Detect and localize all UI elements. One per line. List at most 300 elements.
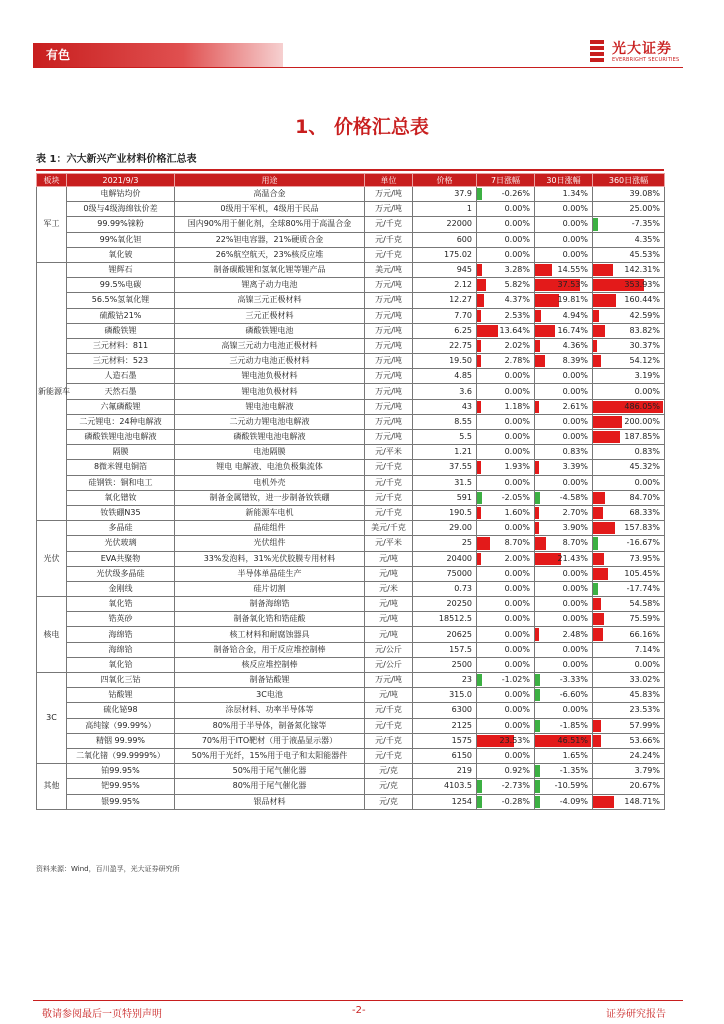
change-value: 0.00% xyxy=(562,599,588,609)
change-value: 0.00% xyxy=(504,614,530,624)
negative-bar xyxy=(535,689,540,701)
negative-bar xyxy=(477,674,482,686)
change-bar xyxy=(593,796,614,808)
table-row xyxy=(37,718,665,733)
change-cell xyxy=(535,369,593,384)
use-cell: 电池隔膜 xyxy=(175,445,365,460)
unit-cell: 元/克 xyxy=(365,779,413,794)
change-cell xyxy=(535,551,593,566)
change-value: 148.71% xyxy=(624,796,660,806)
change-cell xyxy=(593,642,665,657)
change-value: 0.00% xyxy=(562,234,588,244)
change-bar xyxy=(593,598,601,610)
change-cell xyxy=(593,566,665,581)
change-cell xyxy=(593,247,665,262)
change-value: 2.00% xyxy=(504,553,530,563)
unit-cell: 元/吨 xyxy=(365,612,413,627)
table-row xyxy=(37,323,665,338)
use-cell: 国内90%用于催化剂，全球80%用于高温合金 xyxy=(175,217,365,232)
unit-cell: 元/千克 xyxy=(365,232,413,247)
change-cell xyxy=(593,733,665,748)
page-number: -2- xyxy=(352,1005,366,1016)
item-cell: 隔膜 xyxy=(67,445,175,460)
item-cell: 二元锂电：24种电解液 xyxy=(67,414,175,429)
change-cell xyxy=(535,779,593,794)
change-value: 53.66% xyxy=(629,735,660,745)
change-value: 0.00% xyxy=(562,614,588,624)
item-cell: 银99.95% xyxy=(67,794,175,809)
item-cell: 电解钴均价 xyxy=(67,187,175,202)
change-bar xyxy=(535,310,541,322)
change-cell xyxy=(593,688,665,703)
price-cell: 5.5 xyxy=(413,430,477,445)
price-cell: 175.02 xyxy=(413,247,477,262)
change-cell xyxy=(593,399,665,414)
unit-cell: 元/公斤 xyxy=(365,657,413,672)
change-bar xyxy=(535,401,539,413)
change-value: 0.00% xyxy=(504,204,530,214)
brand-name-en: EVERBRIGHT SECURITIES xyxy=(612,57,680,63)
col-header: 7日涨幅 xyxy=(477,174,535,187)
table-row xyxy=(37,445,665,460)
change-bar xyxy=(535,461,539,473)
table-row xyxy=(37,521,665,536)
change-cell xyxy=(593,278,665,293)
price-cell: 4103.5 xyxy=(413,779,477,794)
change-cell xyxy=(477,657,535,672)
change-bar xyxy=(477,264,482,276)
change-cell xyxy=(535,657,593,672)
change-value: 14.55% xyxy=(557,265,588,275)
brand-name: 光大证券 xyxy=(612,41,672,57)
item-cell: 金刚线 xyxy=(67,581,175,596)
change-cell xyxy=(535,612,593,627)
item-cell: 人造石墨 xyxy=(67,369,175,384)
price-cell: 29.00 xyxy=(413,521,477,536)
unit-cell: 万元/吨 xyxy=(365,673,413,688)
change-value: -6.60% xyxy=(559,690,588,700)
unit-cell: 万元/吨 xyxy=(365,414,413,429)
change-value: 1.18% xyxy=(504,401,530,411)
use-cell: 核反应堆控制棒 xyxy=(175,657,365,672)
price-cell: 19.50 xyxy=(413,354,477,369)
table-row xyxy=(37,278,665,293)
item-cell: 精铟 99.99% xyxy=(67,733,175,748)
change-value: 0.00% xyxy=(504,568,530,578)
change-bar xyxy=(477,461,481,473)
change-value: 187.85% xyxy=(624,432,660,442)
use-cell: 涂层材料、功率半导体等 xyxy=(175,703,365,718)
change-value: 0.00% xyxy=(504,583,530,593)
change-cell xyxy=(593,536,665,551)
change-value: 0.00% xyxy=(504,720,530,730)
change-cell xyxy=(593,323,665,338)
change-bar xyxy=(593,628,603,640)
change-value: 84.70% xyxy=(629,492,660,502)
change-cell xyxy=(593,612,665,627)
change-bar xyxy=(535,264,552,276)
negative-bar xyxy=(477,780,482,792)
change-bar xyxy=(593,416,622,428)
unit-cell: 元/克 xyxy=(365,764,413,779)
change-cell xyxy=(535,354,593,369)
item-cell: 海绵锆 xyxy=(67,627,175,642)
item-cell: 钯99.95% xyxy=(67,779,175,794)
change-cell xyxy=(593,475,665,490)
table-row xyxy=(37,505,665,520)
change-value: 0.00% xyxy=(504,599,530,609)
change-cell xyxy=(535,566,593,581)
change-value: 157.83% xyxy=(624,523,660,533)
sector-cell: 其他 xyxy=(37,764,67,810)
col-header: 价格 xyxy=(413,174,477,187)
change-value: 24.24% xyxy=(629,751,660,761)
change-bar xyxy=(593,264,613,276)
unit-cell: 元/公斤 xyxy=(365,642,413,657)
use-cell: 80%用于半导体，制备氮化镓等 xyxy=(175,718,365,733)
change-cell xyxy=(477,673,535,688)
price-cell: 2.12 xyxy=(413,278,477,293)
negative-bar xyxy=(535,780,540,792)
change-value: -3.33% xyxy=(559,675,588,685)
use-cell: 高镍三元正极材料 xyxy=(175,293,365,308)
change-value: 0.00% xyxy=(562,416,588,426)
change-cell xyxy=(593,490,665,505)
unit-cell: 万元/吨 xyxy=(365,202,413,217)
item-cell: 光伏玻璃 xyxy=(67,536,175,551)
price-cell: 190.5 xyxy=(413,505,477,520)
change-value: 0.00% xyxy=(504,432,530,442)
unit-cell: 万元/吨 xyxy=(365,278,413,293)
item-cell: 海绵铪 xyxy=(67,642,175,657)
change-value: -1.85% xyxy=(559,720,588,730)
unit-cell: 元/千克 xyxy=(365,460,413,475)
col-header: 2021/9/3 xyxy=(67,174,175,187)
change-cell xyxy=(535,217,593,232)
change-bar xyxy=(477,553,481,565)
unit-cell: 元/吨 xyxy=(365,566,413,581)
item-cell: 8微米锂电铜箔 xyxy=(67,460,175,475)
use-cell: 50%用于光纤，15%用于电子和太阳能器件 xyxy=(175,748,365,763)
change-cell xyxy=(535,748,593,763)
change-cell xyxy=(593,232,665,247)
price-cell: 600 xyxy=(413,232,477,247)
change-value: 0.83% xyxy=(634,447,660,457)
change-cell xyxy=(535,490,593,505)
change-bar xyxy=(593,735,601,747)
use-cell: 锂离子动力电池 xyxy=(175,278,365,293)
unit-cell: 元/吨 xyxy=(365,597,413,612)
change-value: 0.00% xyxy=(562,583,588,593)
change-value: 160.44% xyxy=(624,295,660,305)
change-value: 39.08% xyxy=(629,189,660,199)
price-cell: 6300 xyxy=(413,703,477,718)
change-value: 5.82% xyxy=(504,280,530,290)
use-cell: 磷酸铁锂电池电解液 xyxy=(175,430,365,445)
table-row xyxy=(37,460,665,475)
unit-cell: 万元/吨 xyxy=(365,399,413,414)
unit-cell: 元/米 xyxy=(365,581,413,596)
unit-cell: 元/千克 xyxy=(365,748,413,763)
change-cell xyxy=(535,718,593,733)
price-cell: 20250 xyxy=(413,597,477,612)
table-row xyxy=(37,399,665,414)
change-value: 0.00% xyxy=(562,659,588,669)
unit-cell: 美元/吨 xyxy=(365,262,413,277)
change-value: 23.53% xyxy=(499,735,530,745)
change-bar xyxy=(593,310,599,322)
item-cell: EVA共聚物 xyxy=(67,551,175,566)
change-cell xyxy=(477,521,535,536)
change-value: 0.00% xyxy=(562,219,588,229)
change-value: 0.00% xyxy=(504,416,530,426)
use-cell: 银品材料 xyxy=(175,794,365,809)
unit-cell: 万元/吨 xyxy=(365,384,413,399)
change-cell xyxy=(593,794,665,809)
change-cell xyxy=(593,551,665,566)
table-row xyxy=(37,202,665,217)
change-bar xyxy=(593,325,605,337)
change-cell xyxy=(477,505,535,520)
table-row xyxy=(37,430,665,445)
change-value: 0.00% xyxy=(504,371,530,381)
negative-bar xyxy=(593,583,598,595)
unit-cell: 元/吨 xyxy=(365,688,413,703)
price-cell: 2500 xyxy=(413,657,477,672)
use-cell: 半导体单晶硅生产 xyxy=(175,566,365,581)
change-bar xyxy=(593,720,601,732)
change-cell xyxy=(477,445,535,460)
change-cell xyxy=(535,278,593,293)
table-row xyxy=(37,642,665,657)
change-value: 0.00% xyxy=(562,644,588,654)
header-rule xyxy=(33,67,683,68)
change-cell xyxy=(477,597,535,612)
table-row xyxy=(37,414,665,429)
change-bar xyxy=(477,340,481,352)
change-bar xyxy=(593,553,604,565)
change-cell xyxy=(593,521,665,536)
negative-bar xyxy=(593,218,598,230)
change-value: 0.00% xyxy=(504,447,530,457)
price-cell: 37.9 xyxy=(413,187,477,202)
change-value: 30.37% xyxy=(629,340,660,350)
unit-cell: 元/千克 xyxy=(365,490,413,505)
change-value: 0.00% xyxy=(562,249,588,259)
unit-cell: 元/千克 xyxy=(365,475,413,490)
use-cell: 制备海绵锆 xyxy=(175,597,365,612)
change-cell xyxy=(593,657,665,672)
negative-bar xyxy=(535,765,540,777)
change-value: 45.32% xyxy=(629,462,660,472)
price-cell: 1254 xyxy=(413,794,477,809)
item-cell: 六氟磷酸锂 xyxy=(67,399,175,414)
unit-cell: 万元/吨 xyxy=(365,187,413,202)
change-bar xyxy=(593,507,603,519)
item-cell: 99.99%铼粉 xyxy=(67,217,175,232)
change-value: 20.67% xyxy=(629,781,660,791)
price-cell: 37.55 xyxy=(413,460,477,475)
table-row xyxy=(37,338,665,353)
change-cell xyxy=(535,688,593,703)
section-header-bar xyxy=(33,43,283,67)
item-cell: 磷酸铁锂电池电解液 xyxy=(67,430,175,445)
change-cell xyxy=(477,551,535,566)
negative-bar xyxy=(593,537,598,549)
change-value: 0.00% xyxy=(634,477,660,487)
change-cell xyxy=(477,642,535,657)
change-value: 16.74% xyxy=(557,325,588,335)
use-cell: 电机外壳 xyxy=(175,475,365,490)
change-cell xyxy=(593,703,665,718)
change-cell xyxy=(477,475,535,490)
footer-report-type: 证券研究报告 xyxy=(606,1009,666,1020)
change-value: 0.00% xyxy=(504,705,530,715)
change-bar xyxy=(593,522,615,534)
change-bar xyxy=(535,340,540,352)
change-bar xyxy=(477,279,486,291)
section-title: 1、 价格汇总表 xyxy=(295,116,429,138)
table-row xyxy=(37,384,665,399)
price-cell: 75000 xyxy=(413,566,477,581)
change-cell xyxy=(593,430,665,445)
table-row xyxy=(37,688,665,703)
change-cell xyxy=(535,642,593,657)
table-row xyxy=(37,673,665,688)
sector-cell: 军工 xyxy=(37,187,67,263)
change-cell xyxy=(535,232,593,247)
section-label: 有色 xyxy=(46,48,71,62)
change-value: 0.00% xyxy=(504,629,530,639)
change-value: 353.93% xyxy=(624,280,660,290)
table-row xyxy=(37,748,665,763)
unit-cell: 元/千克 xyxy=(365,733,413,748)
change-cell xyxy=(477,748,535,763)
use-cell: 高温合金 xyxy=(175,187,365,202)
change-value: 0.00% xyxy=(562,386,588,396)
item-cell: 0级与4级海绵钛价差 xyxy=(67,202,175,217)
brand-logo-icon xyxy=(590,40,604,64)
unit-cell: 元/克 xyxy=(365,794,413,809)
unit-cell: 万元/吨 xyxy=(365,293,413,308)
change-value: 0.00% xyxy=(504,659,530,669)
change-value: 54.58% xyxy=(629,599,660,609)
item-cell: 氧化锆 xyxy=(67,597,175,612)
change-value: 0.92% xyxy=(504,766,530,776)
change-cell xyxy=(477,262,535,277)
change-cell xyxy=(477,779,535,794)
change-value: 57.99% xyxy=(629,720,660,730)
change-cell xyxy=(477,202,535,217)
change-bar xyxy=(535,294,559,306)
use-cell: 制备铪合金，用于反应堆控制棒 xyxy=(175,642,365,657)
change-value: 33.02% xyxy=(629,675,660,685)
table-row xyxy=(37,612,665,627)
table-title: 表 1：六大新兴产业材料价格汇总表 xyxy=(36,154,197,165)
change-bar xyxy=(593,340,597,352)
change-cell xyxy=(477,293,535,308)
change-cell xyxy=(535,581,593,596)
change-value: 25.00% xyxy=(629,204,660,214)
change-value: 3.79% xyxy=(634,766,660,776)
change-value: 486.05% xyxy=(624,401,660,411)
price-cell: 157.5 xyxy=(413,642,477,657)
change-cell xyxy=(593,384,665,399)
price-cell: 1 xyxy=(413,202,477,217)
change-bar xyxy=(477,310,481,322)
table-row xyxy=(37,187,665,202)
change-value: 73.95% xyxy=(629,553,660,563)
unit-cell: 元/千克 xyxy=(365,703,413,718)
change-value: 2.61% xyxy=(562,401,588,411)
price-cell: 6.25 xyxy=(413,323,477,338)
unit-cell: 万元/吨 xyxy=(365,354,413,369)
price-cell: 43 xyxy=(413,399,477,414)
table-row xyxy=(37,733,665,748)
change-cell xyxy=(477,399,535,414)
change-value: 3.90% xyxy=(562,523,588,533)
price-cell: 6150 xyxy=(413,748,477,763)
change-value: 0.00% xyxy=(504,523,530,533)
negative-bar xyxy=(477,188,482,200)
negative-bar xyxy=(535,674,540,686)
change-value: 4.35% xyxy=(634,234,660,244)
use-cell: 制备金属镨钕，进一步制备钕铁硼 xyxy=(175,490,365,505)
change-value: -7.35% xyxy=(631,219,660,229)
footer-rule xyxy=(33,1000,683,1001)
change-value: -1.02% xyxy=(501,675,530,685)
change-value: 2.02% xyxy=(504,340,530,350)
sector-cell: 3C xyxy=(37,673,67,764)
change-cell xyxy=(593,293,665,308)
change-value: 7.14% xyxy=(634,644,660,654)
unit-cell: 万元/吨 xyxy=(365,430,413,445)
change-bar xyxy=(593,568,608,580)
change-value: 0.00% xyxy=(634,659,660,669)
price-cell: 591 xyxy=(413,490,477,505)
table-row xyxy=(37,764,665,779)
item-cell: 硫酸钴21% xyxy=(67,308,175,323)
price-cell: 1.21 xyxy=(413,445,477,460)
change-value: 1.60% xyxy=(504,508,530,518)
change-value: -2.05% xyxy=(501,492,530,502)
unit-cell: 万元/吨 xyxy=(365,308,413,323)
change-bar xyxy=(477,325,498,337)
change-cell xyxy=(593,460,665,475)
change-bar xyxy=(593,294,616,306)
price-cell: 25 xyxy=(413,536,477,551)
change-bar xyxy=(477,537,490,549)
item-cell: 光伏级多晶硅 xyxy=(67,566,175,581)
col-header: 30日涨幅 xyxy=(535,174,593,187)
sector-cell: 新能源车 xyxy=(37,262,67,520)
change-cell xyxy=(477,764,535,779)
change-cell xyxy=(535,293,593,308)
change-value: 68.33% xyxy=(629,508,660,518)
change-cell xyxy=(535,262,593,277)
price-cell: 0.73 xyxy=(413,581,477,596)
use-cell: 3C电池 xyxy=(175,688,365,703)
change-value: 4.37% xyxy=(504,295,530,305)
change-cell xyxy=(593,445,665,460)
change-cell xyxy=(535,673,593,688)
change-cell xyxy=(535,187,593,202)
change-value: 0.00% xyxy=(504,644,530,654)
change-cell xyxy=(477,460,535,475)
item-cell: 钕铁硼N35 xyxy=(67,505,175,520)
change-value: -4.58% xyxy=(559,492,588,502)
change-value: 0.00% xyxy=(562,705,588,715)
